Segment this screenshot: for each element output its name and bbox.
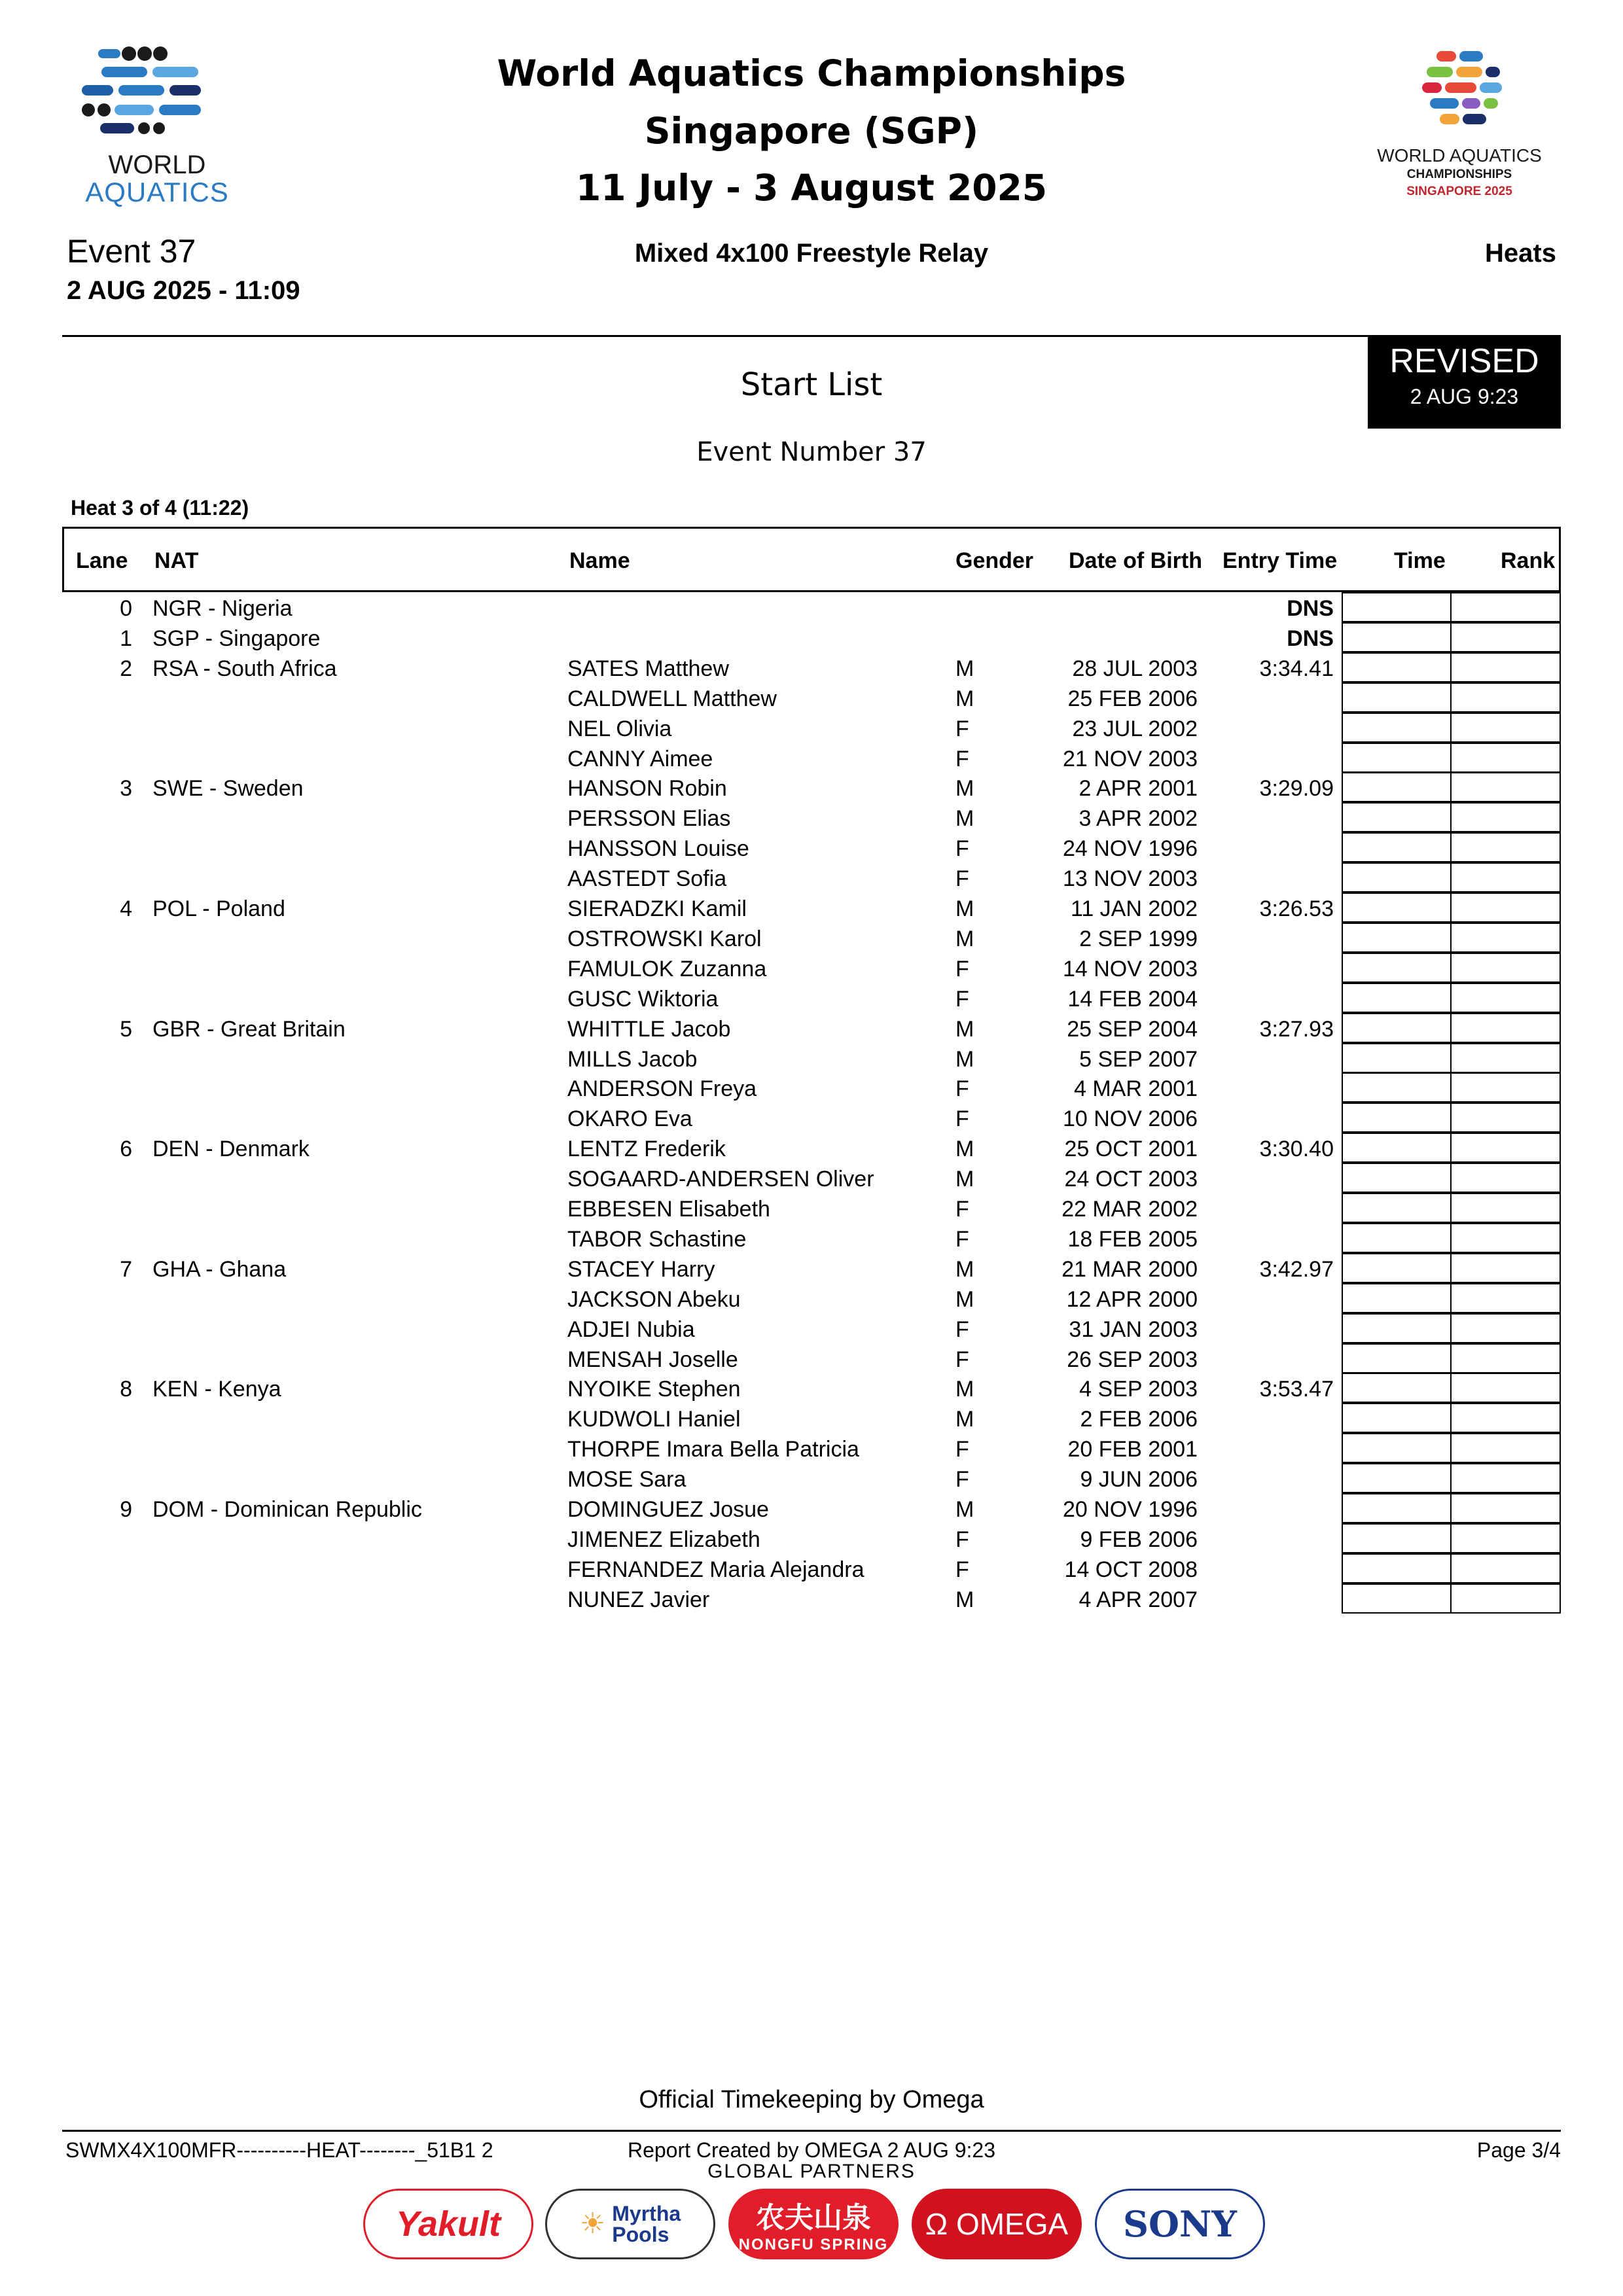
- rank-box: [1450, 832, 1561, 862]
- time-box: [1342, 1103, 1452, 1133]
- rank-box: [1450, 1103, 1561, 1133]
- sponsor-myrtha-line2: Pools: [612, 2223, 669, 2246]
- col-gender: Gender: [955, 548, 1034, 573]
- col-nat: NAT: [154, 548, 199, 573]
- rank-box: [1450, 1283, 1561, 1313]
- wa-logo-text-aquatics: AQUATICS: [85, 177, 229, 207]
- name-cell: HANSON Robin: [567, 776, 727, 802]
- table-row: [0, 802, 1623, 832]
- revised-label: REVISED: [1389, 342, 1539, 380]
- gender-cell: F: [955, 1226, 969, 1252]
- dob-cell: 4 APR 2007: [1079, 1587, 1198, 1612]
- rank-box: [1450, 1253, 1561, 1283]
- time-box: [1342, 1163, 1452, 1193]
- gender-cell: F: [955, 836, 969, 862]
- lane-cell: 1: [120, 626, 132, 651]
- sponsor-nongfu-cn: 农夫山泉: [756, 2202, 871, 2234]
- sponsor-myrtha-logo: [545, 2189, 715, 2259]
- rank-box: [1450, 1072, 1561, 1103]
- entry-time-cell: 3:30.40: [1259, 1137, 1334, 1162]
- name-cell: KUDWOLI Haniel: [567, 1407, 741, 1432]
- entry-time-cell: 3:53.47: [1259, 1377, 1334, 1402]
- name-cell: GUSC Wiktoria: [567, 986, 719, 1012]
- col-dob: Date of Birth: [1069, 548, 1202, 573]
- dob-cell: 4 MAR 2001: [1074, 1076, 1198, 1102]
- gender-cell: M: [955, 1256, 974, 1282]
- dob-cell: 28 JUL 2003: [1072, 656, 1198, 681]
- dob-cell: 24 NOV 1996: [1062, 836, 1198, 862]
- name-cell: JIMENEZ Elizabeth: [567, 1527, 760, 1552]
- nat-cell: DEN - Denmark: [152, 1137, 310, 1162]
- rank-box: [1450, 953, 1561, 983]
- table-row: [0, 983, 1623, 1013]
- time-box: [1342, 923, 1452, 953]
- time-box: [1342, 1493, 1452, 1523]
- time-box: [1342, 1373, 1452, 1403]
- dob-cell: 26 SEP 2003: [1067, 1347, 1198, 1372]
- document-subtitle: Event Number 37: [696, 437, 927, 467]
- dob-cell: 22 MAR 2002: [1061, 1197, 1198, 1222]
- dob-cell: 23 JUL 2002: [1072, 716, 1198, 741]
- name-cell: FAMULOK Zuzanna: [567, 956, 767, 981]
- table-row: [0, 1493, 1623, 1523]
- event-name: Event 37: [67, 233, 196, 270]
- sponsor-omega-text: Ω OMEGA: [925, 2207, 1069, 2241]
- table-row: [0, 1403, 1623, 1433]
- sponsor-nongfu-en: NONGFU SPRING: [738, 2236, 889, 2253]
- lane-cell: 7: [120, 1256, 132, 1282]
- table-row: [0, 1373, 1623, 1403]
- time-box: [1342, 682, 1452, 713]
- name-cell: NUNEZ Javier: [567, 1587, 710, 1612]
- gender-cell: F: [955, 1106, 969, 1132]
- rank-box: [1450, 1463, 1561, 1493]
- sponsor-yakult-logo: [363, 2189, 533, 2259]
- table-row: [0, 772, 1623, 802]
- name-cell: TABOR Schastine: [567, 1226, 747, 1252]
- gender-cell: F: [955, 716, 969, 741]
- table-row: [0, 1553, 1623, 1583]
- time-box: [1342, 1583, 1452, 1614]
- entry-time-cell: 3:29.09: [1259, 776, 1334, 802]
- time-box: [1342, 1072, 1452, 1103]
- table-header: [62, 527, 1561, 592]
- entry-time-cell: 3:34.41: [1259, 656, 1334, 681]
- dob-cell: 20 NOV 1996: [1062, 1497, 1198, 1522]
- dob-cell: 12 APR 2000: [1066, 1286, 1198, 1312]
- sponsor-sony-logo: [1095, 2189, 1265, 2259]
- dob-cell: 25 FEB 2006: [1067, 686, 1198, 711]
- dob-cell: 9 JUN 2006: [1080, 1467, 1198, 1492]
- table-row: [0, 1283, 1623, 1313]
- time-box: [1342, 1043, 1452, 1073]
- lane-cell: 2: [120, 656, 132, 681]
- gender-cell: M: [955, 1016, 974, 1042]
- event-title: Mixed 4x100 Freestyle Relay: [634, 239, 989, 268]
- time-box: [1342, 772, 1452, 802]
- header-divider: [62, 335, 1561, 337]
- rank-box: [1450, 1193, 1561, 1223]
- rank-box: [1450, 592, 1561, 622]
- rank-box: [1450, 652, 1561, 682]
- time-box: [1342, 1223, 1452, 1253]
- name-cell: WHITTLE Jacob: [567, 1016, 731, 1042]
- report-code: SWMX4X100MFR----------HEAT--------_51B1 2: [65, 2138, 493, 2162]
- heat-label: Heat 3 of 4 (11:22): [71, 496, 249, 520]
- time-box: [1342, 1343, 1452, 1373]
- gender-cell: M: [955, 1497, 974, 1522]
- table-row: [0, 1433, 1623, 1463]
- name-cell: CALDWELL Matthew: [567, 686, 777, 711]
- wa-logo-text-world: WORLD: [108, 150, 206, 179]
- rank-box: [1450, 1493, 1561, 1523]
- name-cell: SIERADZKI Kamil: [567, 896, 747, 921]
- table-row: [0, 862, 1623, 892]
- dob-cell: 25 OCT 2001: [1064, 1137, 1198, 1162]
- table-row: [0, 622, 1623, 652]
- rank-box: [1450, 1583, 1561, 1614]
- dob-cell: 14 OCT 2008: [1064, 1557, 1198, 1582]
- rank-box: [1450, 802, 1561, 832]
- gender-cell: M: [955, 686, 974, 711]
- lane-cell: 8: [120, 1377, 132, 1402]
- gender-cell: M: [955, 896, 974, 921]
- table-row: [0, 592, 1623, 622]
- dob-cell: 10 NOV 2006: [1062, 1106, 1198, 1132]
- event-phase: Heats: [1485, 239, 1556, 268]
- name-cell: ANDERSON Freya: [567, 1076, 757, 1102]
- nat-cell: GHA - Ghana: [152, 1256, 287, 1282]
- time-box: [1342, 1013, 1452, 1043]
- col-rank: Rank: [1501, 548, 1556, 573]
- dob-cell: 2 APR 2001: [1079, 776, 1198, 802]
- name-cell: THORPE Imara Bella Patricia: [567, 1437, 859, 1462]
- gender-cell: M: [955, 1137, 974, 1162]
- dob-cell: 18 FEB 2005: [1067, 1226, 1198, 1252]
- gender-cell: F: [955, 1467, 969, 1492]
- entry-time-cell: 3:27.93: [1259, 1016, 1334, 1042]
- dob-cell: 21 NOV 2003: [1062, 746, 1198, 771]
- rank-box: [1450, 1403, 1561, 1433]
- dob-cell: 14 NOV 2003: [1062, 956, 1198, 981]
- gender-cell: M: [955, 1587, 974, 1612]
- gender-cell: M: [955, 1046, 974, 1072]
- name-cell: MENSAH Joselle: [567, 1347, 738, 1372]
- name-cell: CANNY Aimee: [567, 746, 713, 771]
- rank-box: [1450, 1373, 1561, 1403]
- dob-cell: 2 SEP 1999: [1079, 926, 1198, 951]
- table-row: [0, 832, 1623, 862]
- dob-cell: 11 JAN 2002: [1070, 896, 1198, 921]
- table-row: [0, 682, 1623, 713]
- time-box: [1342, 1133, 1452, 1163]
- col-name: Name: [569, 548, 630, 573]
- rank-box: [1450, 1043, 1561, 1073]
- time-box: [1342, 1463, 1452, 1493]
- time-box: [1342, 743, 1452, 773]
- rank-box: [1450, 923, 1561, 953]
- gender-cell: M: [955, 1286, 974, 1312]
- gender-cell: F: [955, 956, 969, 981]
- sponsor-nongfu-logo: [728, 2189, 899, 2259]
- col-lane: Lane: [76, 548, 128, 573]
- name-cell: SOGAARD-ANDERSEN Oliver: [567, 1167, 874, 1192]
- time-box: [1342, 1523, 1452, 1553]
- championship-dates: 11 July - 3 August 2025: [575, 167, 1048, 209]
- rank-box: [1450, 1433, 1561, 1463]
- time-box: [1342, 652, 1452, 682]
- wac-logo-text-3: SINGAPORE 2025: [1406, 185, 1512, 198]
- time-box: [1342, 1433, 1452, 1463]
- name-cell: PERSSON Elias: [567, 806, 731, 832]
- name-cell: SATES Matthew: [567, 656, 729, 681]
- time-box: [1342, 1403, 1452, 1433]
- name-cell: MILLS Jacob: [567, 1046, 698, 1072]
- time-box: [1342, 953, 1452, 983]
- rank-box: [1450, 772, 1561, 802]
- dob-cell: 14 FEB 2004: [1067, 986, 1198, 1012]
- revised-time: 2 AUG 9:23: [1410, 385, 1519, 408]
- time-box: [1342, 592, 1452, 622]
- sponsor-sony-text: SONY: [1123, 2203, 1237, 2245]
- gender-cell: F: [955, 1197, 969, 1222]
- lane-cell: 9: [120, 1497, 132, 1522]
- wac-logo-text-1: WORLD AQUATICS: [1377, 145, 1542, 166]
- dob-cell: 4 SEP 2003: [1079, 1377, 1198, 1402]
- dob-cell: 31 JAN 2003: [1069, 1316, 1198, 1342]
- page-number: Page 3/4: [1476, 2138, 1561, 2162]
- table-row: [0, 892, 1623, 923]
- name-cell: OKARO Eva: [567, 1106, 692, 1132]
- entry-time-cell: 3:26.53: [1259, 896, 1334, 921]
- table-row: [0, 1343, 1623, 1373]
- rank-box: [1450, 1313, 1561, 1343]
- event-datetime: 2 AUG 2025 - 11:09: [67, 276, 300, 305]
- table-row: [0, 1072, 1623, 1103]
- gender-cell: F: [955, 1316, 969, 1342]
- table-row: [0, 1133, 1623, 1163]
- col-entry-time: Entry Time: [1222, 548, 1338, 573]
- dob-cell: 3 APR 2002: [1079, 806, 1198, 832]
- gender-cell: M: [955, 806, 974, 832]
- rank-box: [1450, 983, 1561, 1013]
- time-box: [1342, 1553, 1452, 1583]
- name-cell: NYOIKE Stephen: [567, 1377, 741, 1402]
- nat-cell: KEN - Kenya: [152, 1377, 281, 1402]
- table-row: [0, 743, 1623, 773]
- name-cell: STACEY Harry: [567, 1256, 715, 1282]
- table-row: [0, 1583, 1623, 1614]
- nat-cell: POL - Poland: [152, 896, 285, 921]
- lane-cell: 5: [120, 1016, 132, 1042]
- table-row: [0, 1043, 1623, 1073]
- table-row: [0, 1253, 1623, 1283]
- entry-time-cell: DNS: [1287, 596, 1334, 621]
- gender-cell: M: [955, 926, 974, 951]
- name-cell: FERNANDEZ Maria Alejandra: [567, 1557, 865, 1582]
- gender-cell: F: [955, 1557, 969, 1582]
- name-cell: OSTROWSKI Karol: [567, 926, 762, 951]
- championship-title: World Aquatics Championships: [497, 52, 1126, 94]
- dob-cell: 20 FEB 2001: [1067, 1437, 1198, 1462]
- report-created: Report Created by OMEGA 2 AUG 9:23: [627, 2138, 996, 2162]
- table-row: [0, 713, 1623, 743]
- footer-divider: [62, 2130, 1561, 2132]
- gender-cell: M: [955, 1407, 974, 1432]
- rank-box: [1450, 1163, 1561, 1193]
- time-box: [1342, 1283, 1452, 1313]
- lane-cell: 3: [120, 776, 132, 802]
- gender-cell: F: [955, 866, 969, 892]
- time-box: [1342, 1193, 1452, 1223]
- time-box: [1342, 622, 1452, 652]
- time-box: [1342, 1253, 1452, 1283]
- table-row: [0, 1103, 1623, 1133]
- name-cell: JACKSON Abeku: [567, 1286, 741, 1312]
- table-row: [0, 1223, 1623, 1253]
- dob-cell: 5 SEP 2007: [1079, 1046, 1198, 1072]
- table-row: [0, 953, 1623, 983]
- table-row: [0, 1523, 1623, 1553]
- entry-time-cell: 3:42.97: [1259, 1256, 1334, 1282]
- championship-location: Singapore (SGP): [644, 110, 979, 152]
- table-row: [0, 1313, 1623, 1343]
- name-cell: ADJEI Nubia: [567, 1316, 695, 1342]
- entry-time-cell: DNS: [1287, 626, 1334, 651]
- rank-box: [1450, 622, 1561, 652]
- rank-box: [1450, 862, 1561, 892]
- nat-cell: SGP - Singapore: [152, 626, 321, 651]
- rank-box: [1450, 1223, 1561, 1253]
- table-row: [0, 923, 1623, 953]
- name-cell: HANSSON Louise: [567, 836, 749, 862]
- gender-cell: M: [955, 1377, 974, 1402]
- time-box: [1342, 802, 1452, 832]
- sponsor-omega-logo: [912, 2189, 1082, 2259]
- global-partners-label: GLOBAL PARTNERS: [707, 2161, 916, 2182]
- time-box: [1342, 832, 1452, 862]
- gender-cell: M: [955, 656, 974, 681]
- lane-cell: 0: [120, 596, 132, 621]
- dob-cell: 9 FEB 2006: [1080, 1527, 1198, 1552]
- table-row: [0, 1013, 1623, 1043]
- time-box: [1342, 713, 1452, 743]
- nat-cell: GBR - Great Britain: [152, 1016, 346, 1042]
- sun-icon: ☀: [579, 2208, 606, 2240]
- gender-cell: M: [955, 1167, 974, 1192]
- rank-box: [1450, 1343, 1561, 1373]
- name-cell: MOSE Sara: [567, 1467, 687, 1492]
- table-row: [0, 1463, 1623, 1493]
- rank-box: [1450, 1523, 1561, 1553]
- name-cell: EBBESEN Elisabeth: [567, 1197, 770, 1222]
- name-cell: LENTZ Frederik: [567, 1137, 726, 1162]
- nat-cell: RSA - South Africa: [152, 656, 337, 681]
- rank-box: [1450, 892, 1561, 923]
- table-row: [0, 1163, 1623, 1193]
- lane-cell: 4: [120, 896, 132, 921]
- lane-cell: 6: [120, 1137, 132, 1162]
- gender-cell: F: [955, 986, 969, 1012]
- gender-cell: F: [955, 746, 969, 771]
- gender-cell: F: [955, 1347, 969, 1372]
- name-cell: NEL Olivia: [567, 716, 672, 741]
- dob-cell: 24 OCT 2003: [1064, 1167, 1198, 1192]
- rank-box: [1450, 713, 1561, 743]
- nat-cell: DOM - Dominican Republic: [152, 1497, 422, 1522]
- name-cell: DOMINGUEZ Josue: [567, 1497, 769, 1522]
- time-box: [1342, 892, 1452, 923]
- sponsor-yakult-text: Yakult: [395, 2204, 501, 2244]
- time-box: [1342, 983, 1452, 1013]
- rank-box: [1450, 1133, 1561, 1163]
- dob-cell: 21 MAR 2000: [1061, 1256, 1198, 1282]
- dob-cell: 25 SEP 2004: [1067, 1016, 1198, 1042]
- rank-box: [1450, 682, 1561, 713]
- col-time: Time: [1394, 548, 1446, 573]
- gender-cell: F: [955, 1437, 969, 1462]
- name-cell: AASTEDT Sofia: [567, 866, 727, 892]
- nat-cell: SWE - Sweden: [152, 776, 304, 802]
- nat-cell: NGR - Nigeria: [152, 596, 293, 621]
- sponsor-myrtha-line1: Myrtha: [612, 2202, 681, 2225]
- dob-cell: 13 NOV 2003: [1062, 866, 1198, 892]
- timekeeping-credit: Official Timekeeping by Omega: [639, 2086, 984, 2113]
- gender-cell: M: [955, 776, 974, 802]
- gender-cell: F: [955, 1527, 969, 1552]
- document-title: Start List: [740, 366, 883, 403]
- rank-box: [1450, 743, 1561, 773]
- rank-box: [1450, 1553, 1561, 1583]
- gender-cell: F: [955, 1076, 969, 1102]
- time-box: [1342, 1313, 1452, 1343]
- table-row: [0, 652, 1623, 682]
- dob-cell: 2 FEB 2006: [1080, 1407, 1198, 1432]
- table-row: [0, 1193, 1623, 1223]
- rank-box: [1450, 1013, 1561, 1043]
- time-box: [1342, 862, 1452, 892]
- wac-logo-text-2: CHAMPIONSHIPS: [1406, 168, 1512, 181]
